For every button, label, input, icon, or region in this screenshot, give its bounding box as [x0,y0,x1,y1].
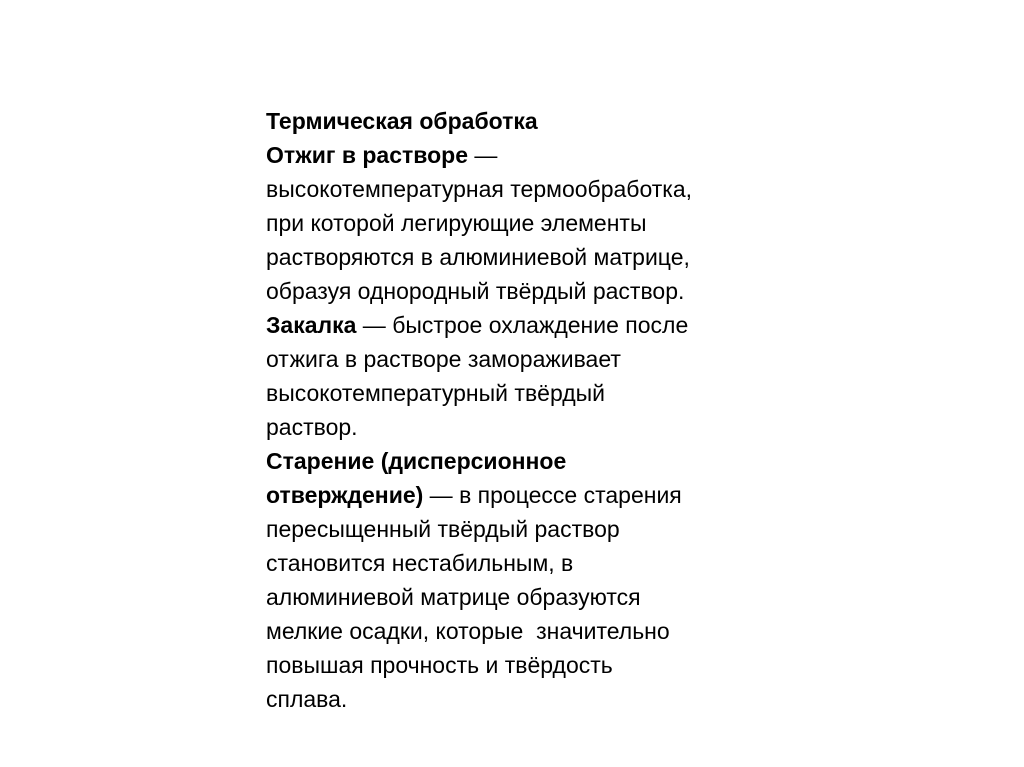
aging-line-3: алюминиевой матрице образуются [266,584,641,610]
aging-definition-intro [266,478,766,512]
aging-line-6: сплава. [266,686,348,712]
annealing-definition-intro [266,138,766,172]
heading: Термическая обработка [266,108,538,134]
aging-term-line-2: отверждение) [266,482,424,508]
quenching-line-3: раствор. [266,414,358,440]
annealing-line-3: растворяются в алюминиевой матрице, [266,244,690,270]
quenching-definition-intro [266,308,766,342]
text-content [266,104,766,716]
aging-line-1: пересыщенный твёрдый раствор [266,516,620,542]
annealing-dash: — [468,142,498,168]
annealing-line-1: высокотемпературная термообработка, [266,176,693,202]
aging-line-2: становится нестабильным, в [266,550,574,576]
annealing-term: Отжиг в растворе [266,142,469,168]
quenching-line-2: высокотемпературный твёрдый [266,380,606,406]
annealing-line-2: при которой легирующие элементы [266,210,647,236]
aging-term-line-1: Старение (дисперсионное [266,448,567,474]
aging-rest: — в процессе старения [423,482,682,508]
aging-line-5: повышая прочность и твёрдость [266,652,613,678]
annealing-line-4: образуя однородный твёрдый раствор. [266,278,685,304]
quenching-term: Закалка [266,312,357,338]
quenching-rest: — быстрое охлаждение после [356,312,689,338]
quenching-line-1: отжига в растворе замораживает [266,346,621,372]
aging-line-4: мелкие осадки, которые значительно [266,618,670,644]
